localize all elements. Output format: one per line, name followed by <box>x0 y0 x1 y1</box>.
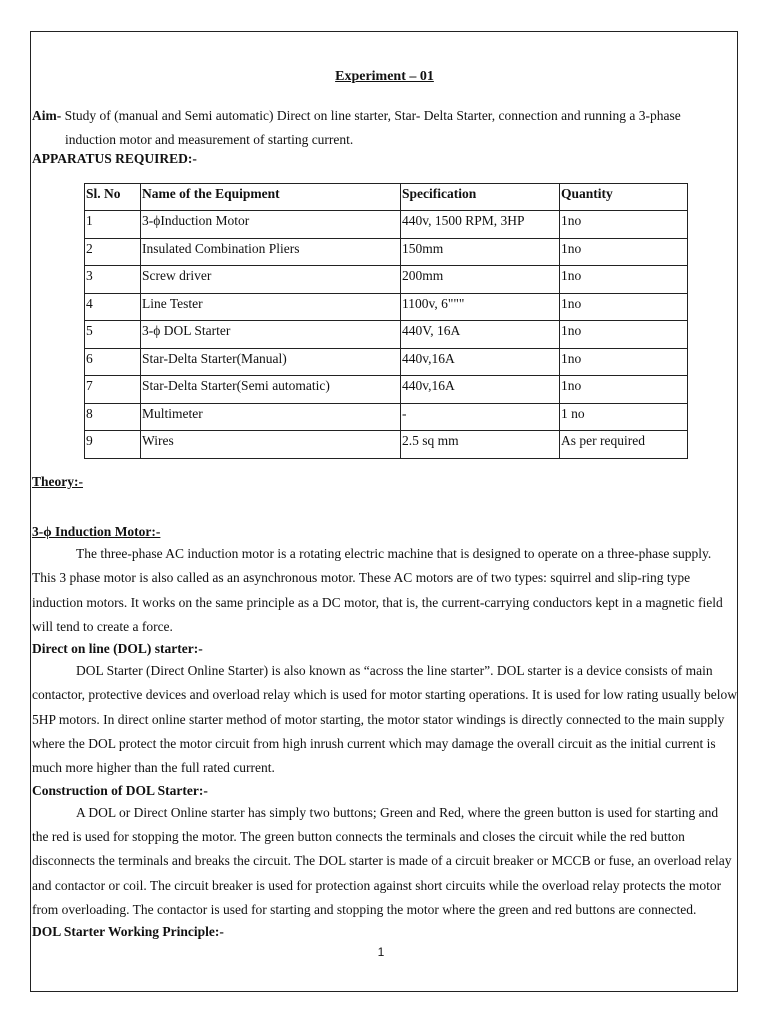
cell-sl-no: 9 <box>85 431 141 459</box>
section-paragraph <box>32 659 738 780</box>
cell-sl-no: 5 <box>85 321 141 349</box>
cell-specification: 440v,16A <box>401 376 560 404</box>
experiment-title: Experiment – 01 <box>335 69 434 84</box>
cell-equipment-name: Star-Delta Starter(Semi automatic) <box>141 376 401 404</box>
paragraph-line: This 3 phase motor is also called as an asynchronous motor. These AC motors are of two types: squirrel and slip-ring type <box>32 570 691 586</box>
table-row <box>85 238 688 266</box>
cell-quantity: 1 no <box>560 403 688 431</box>
table-row <box>85 211 688 239</box>
cell-specification: 440V, 16A <box>401 321 560 349</box>
table-row <box>85 403 688 431</box>
table-header-row <box>85 184 688 211</box>
cell-specification: - <box>401 403 560 431</box>
section-heading: DOL Starter Working Principle:- <box>32 924 224 940</box>
cell-sl-no: 6 <box>85 348 141 376</box>
paragraph-line: from overloading. The contactor is used for starting and stopping the motor where the green and red buttons are connected. <box>32 901 697 917</box>
aim-label: Aim- <box>32 108 62 123</box>
cell-sl-no: 1 <box>85 211 141 239</box>
page-number: 1 <box>377 945 385 959</box>
paragraph-line: induction motors. It works on the same principle as a DC motor, that is, the current-carrying conductors kept in a magnetic field <box>32 594 723 610</box>
cell-specification: 440v,16A <box>401 348 560 376</box>
apparatus-heading: APPARATUS REQUIRED:- <box>32 151 197 166</box>
cell-sl-no: 8 <box>85 403 141 431</box>
section-heading: 3-ϕ Induction Motor:- <box>32 524 161 539</box>
theory-heading: Theory:- <box>32 474 83 489</box>
paragraph-line: will tend to create a force. <box>32 618 173 634</box>
cell-sl-no: 4 <box>85 293 141 321</box>
aim-text-line-2: induction motor and measurement of starting current. <box>65 132 354 147</box>
cell-specification: 2.5 sq mm <box>401 431 560 459</box>
cell-quantity: As per required <box>560 431 688 459</box>
cell-quantity: 1no <box>560 266 688 294</box>
equipment-table <box>84 183 688 459</box>
paragraph-line: disconnects the terminals and breaks the circuit. The DOL starter is made of a circuit breaker or MCCB or fuse, an overload relay <box>32 853 732 869</box>
cell-equipment-name: Star-Delta Starter(Manual) <box>141 348 401 376</box>
cell-sl-no: 2 <box>85 238 141 266</box>
cell-quantity: 1no <box>560 293 688 321</box>
paragraph-line: contactor, protective devices and overload relay which is used for motor starting operations. It is used for low rating usually below <box>32 687 738 703</box>
cell-quantity: 1no <box>560 321 688 349</box>
paragraph-line: where the DOL protect the motor circuit from high inrush current which may damage the overall circuit as the initial current is <box>32 736 716 752</box>
paragraph-line: and contactor or coil. The circuit breaker is used for protection against short circuits while the overload relay protects the motor <box>32 877 722 893</box>
aim-paragraph <box>32 104 732 152</box>
header-specification: Specification <box>401 184 560 211</box>
section-paragraph <box>32 801 738 922</box>
table-row <box>85 376 688 404</box>
cell-equipment-name: Line Tester <box>141 293 401 321</box>
header-quantity: Quantity <box>560 184 688 211</box>
cell-specification: 200mm <box>401 266 560 294</box>
document-page <box>31 32 738 991</box>
cell-sl-no: 7 <box>85 376 141 404</box>
paragraph-line: DOL Starter (Direct Online Starter) is also known as “across the line starter”. DOL starter is a device consists of main <box>76 663 713 679</box>
cell-equipment-name: Wires <box>141 431 401 459</box>
cell-quantity: 1no <box>560 376 688 404</box>
paragraph-line: much more higher than the full rated current. <box>32 760 275 776</box>
table-row <box>85 321 688 349</box>
table-row <box>85 348 688 376</box>
cell-equipment-name: 3-ϕ DOL Starter <box>141 321 401 349</box>
cell-quantity: 1no <box>560 238 688 266</box>
paragraph-line: A DOL or Direct Online starter has simply two buttons; Green and Red, where the green button is used for starting and <box>76 804 719 820</box>
section-heading: Direct on line (DOL) starter:- <box>32 641 203 657</box>
cell-equipment-name: Multimeter <box>141 403 401 431</box>
aim-text-line-1: Study of (manual and Semi automatic) Direct on line starter, Star- Delta Starter, connection and running a 3-phase <box>61 108 681 123</box>
paragraph-line: The three-phase AC induction motor is a rotating electric machine that is designed to operate on a three-phase supply. <box>76 546 712 561</box>
cell-equipment-name: Insulated Combination Pliers <box>141 238 401 266</box>
theory-body <box>32 522 738 942</box>
cell-equipment-name: 3-ϕInduction Motor <box>141 211 401 239</box>
table-row <box>85 266 688 294</box>
table-row <box>85 431 688 459</box>
section-paragraph <box>32 542 738 639</box>
cell-specification: 150mm <box>401 238 560 266</box>
header-equipment-name: Name of the Equipment <box>141 184 401 211</box>
cell-quantity: 1no <box>560 348 688 376</box>
header-sl-no: Sl. No <box>85 184 141 211</box>
table-row <box>85 293 688 321</box>
paragraph-line: the red is used for stopping the motor. The green button connects the terminals and closes the circuit while the red button <box>32 828 685 844</box>
cell-equipment-name: Screw driver <box>141 266 401 294</box>
cell-specification: 1100v, 6""" <box>401 293 560 321</box>
cell-sl-no: 3 <box>85 266 141 294</box>
paragraph-line: 5HP motors. In direct online starter method of motor starting, the motor stator windings is directly connected to the main supply <box>32 711 725 727</box>
cell-specification: 440v, 1500 RPM, 3HP <box>401 211 560 239</box>
section-heading: Construction of DOL Starter:- <box>32 782 208 798</box>
cell-quantity: 1no <box>560 211 688 239</box>
